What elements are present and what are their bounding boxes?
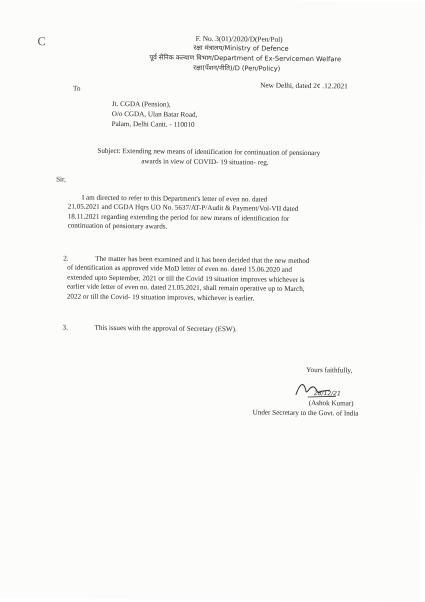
file-number: F. No. 3(01)/2020/D(Pen/Pol) — [195, 33, 283, 44]
letter-date: New Delhi, dated 2¢ .12.2021 — [260, 80, 348, 91]
paragraph-1-line: I am directed to refer to this Department's letter of even no. dated — [81, 193, 268, 204]
paragraph-1-line: continuation of pensionary awards. — [67, 221, 168, 231]
paragraph-1 — [68, 193, 386, 234]
closing: Yours faithfully, — [306, 366, 353, 375]
addressee-line-3: Palam, Delhi Cantt. - 110010 — [111, 119, 195, 129]
paragraph-3 — [95, 324, 355, 336]
paragraph-1-line: 18.11.2021 regarding extending the period for new means of identification for — [67, 212, 290, 223]
salutation: Sir, — [56, 175, 66, 184]
paragraph-3-line: This issues with the approval of Secretary (ESW). — [94, 323, 237, 334]
section-name: रक्षा(पेंशन/नीति)/D (Pen/Policy) — [193, 63, 281, 73]
paragraph-2-line: 2022 or till the Covid- 19 situation improves, whichever is earlier. — [66, 292, 255, 303]
subject-line-1: Subject: Extending new means of identification for continuation of pensionary — [97, 146, 321, 158]
to-label: To — [73, 84, 81, 93]
subject-line-2: awards in view of COVID- 19 situation- reg. — [141, 157, 269, 167]
paragraph-2-line: extended upto September, 2021 or till the Covid 19 situation improves whichever is — [67, 273, 305, 284]
paragraph-2-line: of identification as approved vide MoD letter of even no. dated 15.06.2020 and — [67, 263, 292, 275]
paragraph-3-number: 3. — [62, 323, 68, 332]
paragraph-2-line: The matter has been examined and it has been decided that the new method — [95, 254, 310, 266]
signature-scribble — [292, 377, 348, 402]
corner-mark: C — [37, 34, 46, 49]
addressee-line-1: Jt. CGDA (Pension), — [111, 99, 171, 109]
addressee-line-2: O/o CGDA, Ulan Batar Road, — [111, 109, 198, 119]
department-name: पूर्व सैनिक कल्याण विभाग/Department of Ex-Servicemen Welfare — [149, 53, 342, 64]
paragraph-2-number: 2. — [63, 254, 69, 263]
paragraph-2-line: earlier vide letter of even no. dated 21.05.2021, shall remain operative up to March, — [66, 282, 305, 294]
ministry-name: रक्षा मंत्रालय/Ministry of Defence — [193, 43, 289, 53]
signature-date: 28/12/21 — [313, 390, 341, 398]
paragraph-2 — [67, 254, 385, 304]
signatory-designation: Under Secretary to the Govt. of India — [252, 408, 359, 418]
signatory-name: (Ashok Kumar) — [308, 399, 354, 408]
paragraph-1-line: 21.05.2021 and CGDA Hqrs UO No. 5637/AT-P/Audit & Payment/Vol-VII dated — [67, 202, 299, 214]
